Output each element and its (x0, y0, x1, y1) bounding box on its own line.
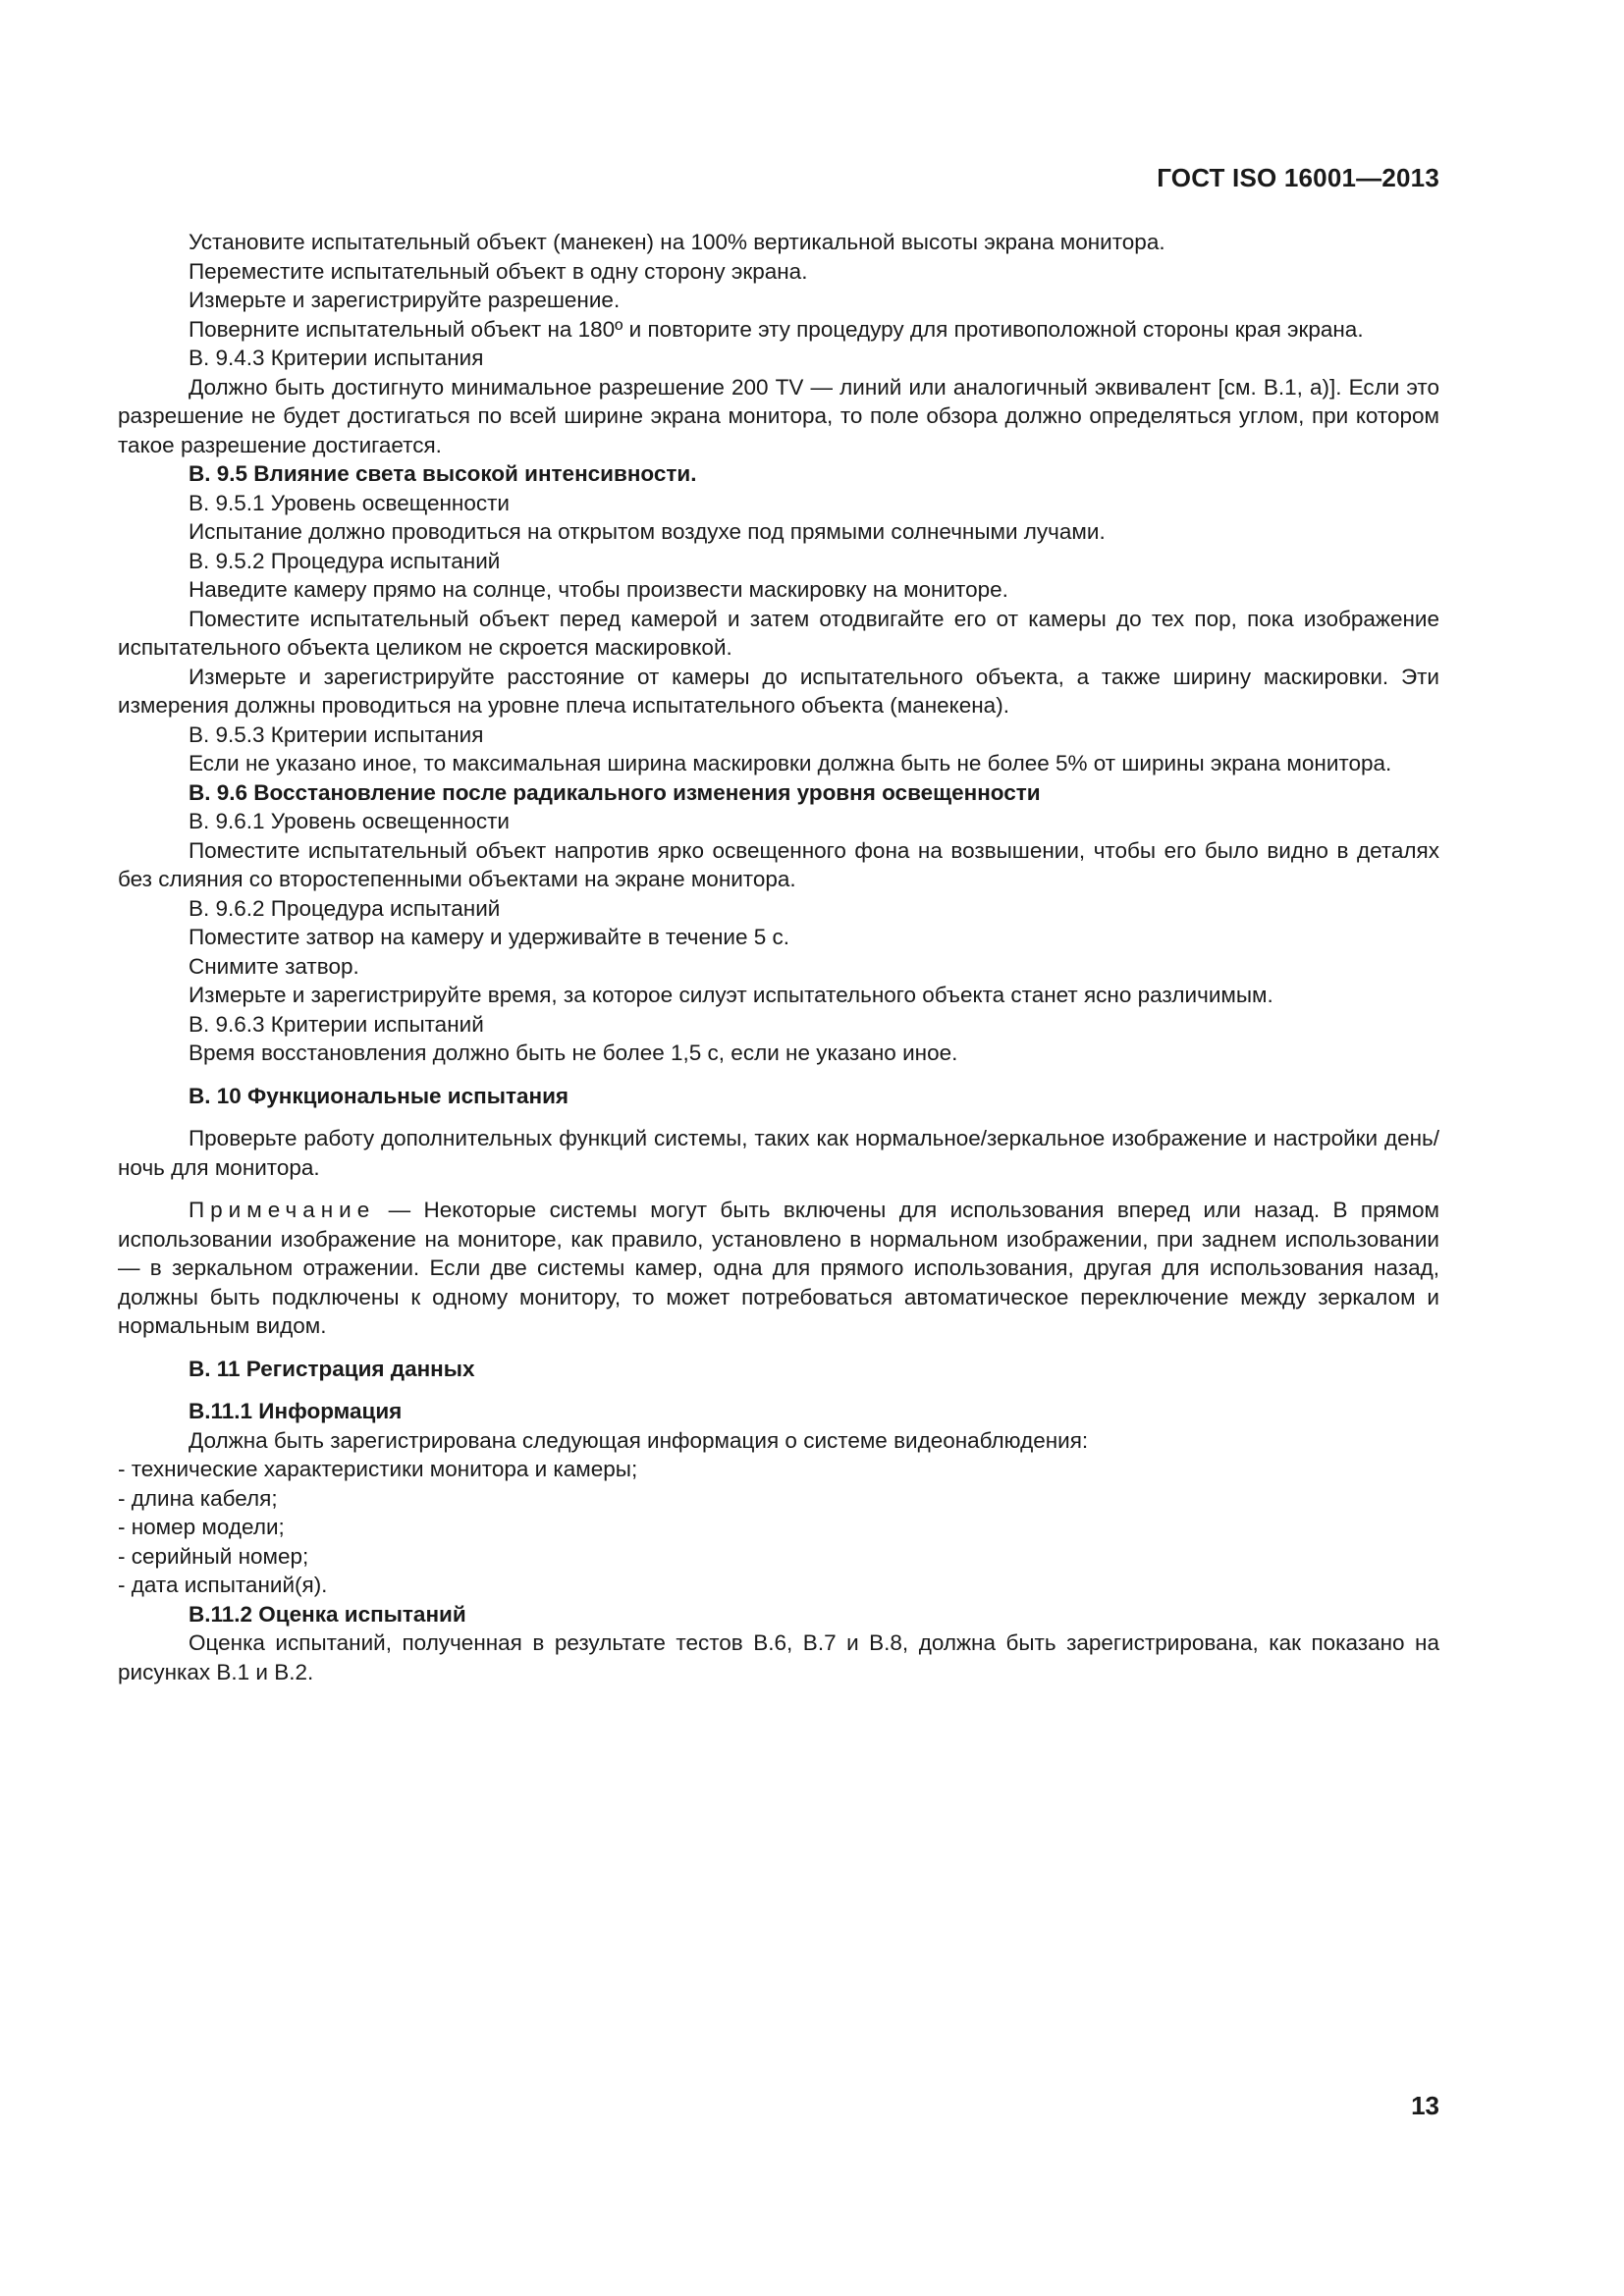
paragraph: Снимите затвор. (189, 953, 359, 979)
paragraph: Оценка испытаний, полученная в результате тестов В.6, В.7 и В.8, должна быть зарегистрирована, как показано на рисунках В.1 и В.2. (118, 1630, 1439, 1684)
paragraph: Установите испытательный объект (манекен) на 100% вертикальной высоты экрана монитора. (189, 230, 1165, 254)
paragraph: Должна быть зарегистрирована следующая информация о системе видеонаблюдения: (189, 1427, 1089, 1453)
section-heading: В. 9.5 Влияние света высокой интенсивности. (189, 461, 697, 486)
paragraph: Переместите испытательный объект в одну сторону экрана. (189, 258, 808, 284)
list-item: - дата испытаний(я). (118, 1573, 328, 1597)
paragraph: Наведите камеру прямо на солнце, чтобы произвести маскировку на мониторе. (189, 577, 1008, 602)
paragraph: Измерьте и зарегистрируйте расстояние от камеры до испытательного объекта, а также ширину маскировки. Эти измерения должны проводиться на уровне плеча испытательного объекта (манекена). (118, 664, 1439, 718)
section-heading: В. 9.6 Восстановление после радикального изменения уровня освещенности (189, 779, 1041, 805)
paragraph: Проверьте работу дополнительных функций системы, таких как нормальное/зеркальное изображение и настройки день/ночь для монитора. (118, 1126, 1439, 1180)
note-paragraph (118, 1196, 1439, 1341)
subsection-heading: В. 9.6.3 Критерии испытаний (189, 1011, 484, 1037)
section-heading: В.11.1 Информация (189, 1399, 403, 1423)
paragraph: Измерьте и зарегистрируйте разрешение. (189, 288, 621, 312)
subsection-heading: В. 9.6.1 Уровень освещенности (189, 809, 510, 833)
paragraph: Поместите испытательный объект перед камерой и затем отодвигайте его от камеры до тех пор, пока изображение испытательного объекта целиком не скроется маскировкой. (118, 606, 1439, 660)
paragraph: Измерьте и зарегистрируйте время, за которое силуэт испытательного объекта станет ясно различимым. (189, 983, 1273, 1007)
subsection-heading: В. 9.4.3 Критерии испытания (189, 346, 484, 370)
note-text: — Некоторые системы могут быть включены для использования вперед или назад. В прямом использовании изображение на мониторе, как правило, установлено в нормальном изображении, при заднем использовании — в зеркальном отражении. Если две системы камер, одна для прямого использования, другая для использования назад, должны быть подключены к одному монитору, то может потребоваться автоматическое переключение между зеркалом и нормальным видом. (118, 1198, 1439, 1338)
section-heading: В. 10 Функциональные испытания (189, 1083, 569, 1108)
list-item: - технические характеристики монитора и камеры; (118, 1457, 638, 1481)
section-heading: В. 11 Регистрация данных (189, 1356, 475, 1381)
paragraph: Испытание должно проводиться на открытом воздухе под прямыми солнечными лучами. (189, 519, 1106, 544)
document-body (118, 228, 1439, 1686)
subsection-heading: В. 9.5.3 Критерии испытания (189, 721, 484, 747)
paragraph: Поместите испытательный объект напротив ярко освещенного фона на возвышении, чтобы его было видно в деталях без слияния со второстепенными объектами на экране монитора. (118, 837, 1439, 891)
paragraph: Поверните испытательный объект на 180º и повторите эту процедуру для противоположной стороны края экрана. (189, 316, 1364, 342)
paragraph: Время восстановления должно быть не более 1,5 с, если не указано иное. (189, 1041, 958, 1065)
list-item: - номер модели; (118, 1515, 285, 1539)
list-item: - серийный номер; (118, 1543, 309, 1569)
page-number: 13 (1411, 2091, 1439, 2120)
subsection-heading: В. 9.6.2 Процедура испытаний (189, 895, 501, 921)
list-item: - длина кабеля; (118, 1485, 278, 1511)
paragraph: Должно быть достигнуто минимальное разрешение 200 TV — линий или аналогичный эквивалент [см. В.1, а)]. Если это разрешение не будет достигаться по всей ширине экрана монитора, то поле обзора должно определяться углом, при котором такое разрешение достигается. (118, 374, 1439, 457)
paragraph: Поместите затвор на камеру и удерживайте в течение 5 с. (189, 925, 789, 949)
document-header: ГОСТ ISO 16001—2013 (1157, 163, 1439, 192)
paragraph: Если не указано иное, то максимальная ширина маскировки должна быть не более 5% от ширины экрана монитора. (189, 751, 1392, 775)
note-label: Примечание (189, 1198, 376, 1222)
section-heading: В.11.2 Оценка испытаний (189, 1601, 466, 1627)
subsection-heading: В. 9.5.2 Процедура испытаний (189, 548, 501, 573)
subsection-heading: В. 9.5.1 Уровень освещенности (189, 490, 510, 515)
